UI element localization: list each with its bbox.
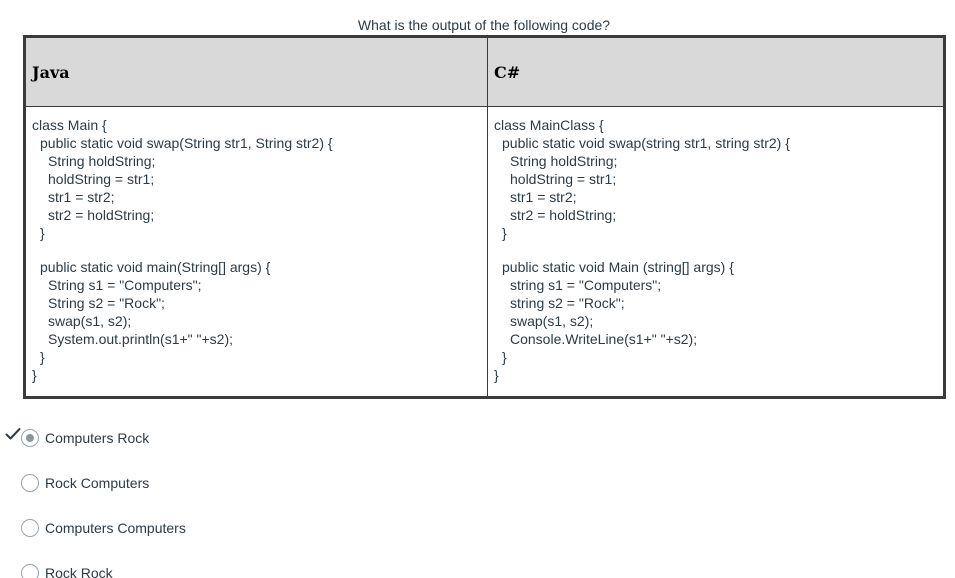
question-text: What is the output of the following code? [357,17,611,33]
code-line: holdString = str1; [510,171,617,187]
code-line: } [40,349,45,365]
code-spacer [32,242,487,258]
option-label[interactable]: Computers Computers [45,520,186,536]
header-csharp: C# [488,37,945,107]
code-line: public static void swap(String str1, String str2) { [40,135,333,151]
code-line: str2 = holdString; [48,207,155,223]
code-line: String s2 = "Rock"; [48,295,165,311]
java-code-cell [25,107,488,398]
code-line: } [502,225,507,241]
answer-option-computers-rock[interactable] [0,425,955,470]
code-line: } [494,367,499,383]
code-line: System.out.println(s1+" "+s2); [48,331,234,347]
code-spacer [494,242,943,258]
code-line: swap(s1, s2); [510,313,594,329]
answer-option-rock-computers[interactable] [0,470,955,515]
code-line: class MainClass { [494,117,604,133]
option-label[interactable]: Rock Computers [45,475,150,491]
code-line: String holdString; [510,153,618,169]
answer-option-rock-rock[interactable] [0,560,955,578]
code-line: holdString = str1; [48,171,155,187]
code-line: String holdString; [48,153,156,169]
code-line: } [502,349,507,365]
code-line: class Main { [32,117,107,133]
option-label[interactable]: Computers Rock [45,430,150,446]
code-line: string s1 = "Computers"; [510,277,662,293]
code-line: str1 = str2; [48,189,115,205]
table-header-row [25,37,945,107]
option-label[interactable]: Rock Rock [45,565,113,578]
code-line: } [32,367,37,383]
check-icon [5,427,21,441]
radio-button[interactable] [21,429,39,447]
code-line: } [40,225,45,241]
code-line: str2 = holdString; [510,207,617,223]
answer-option-computers-computers[interactable] [0,515,955,560]
header-java: Java [25,37,488,107]
code-comparison-table [23,35,946,399]
answer-options [0,425,955,578]
code-line: public static void swap(string str1, string str2) { [502,135,790,151]
code-line: swap(s1, s2); [48,313,132,329]
code-line: public static void main(String[] args) { [40,259,271,275]
code-row [25,107,945,398]
code-line: Console.WriteLine(s1+" "+s2); [510,331,698,347]
code-line: str1 = str2; [510,189,577,205]
radio-button[interactable] [21,564,39,578]
code-line: public static void Main (string[] args) { [502,259,734,275]
radio-button[interactable] [21,474,39,492]
csharp-code-cell [488,107,945,398]
code-line: string s2 = "Rock"; [510,295,625,311]
code-line: String s1 = "Computers"; [48,277,202,293]
radio-button[interactable] [21,519,39,537]
